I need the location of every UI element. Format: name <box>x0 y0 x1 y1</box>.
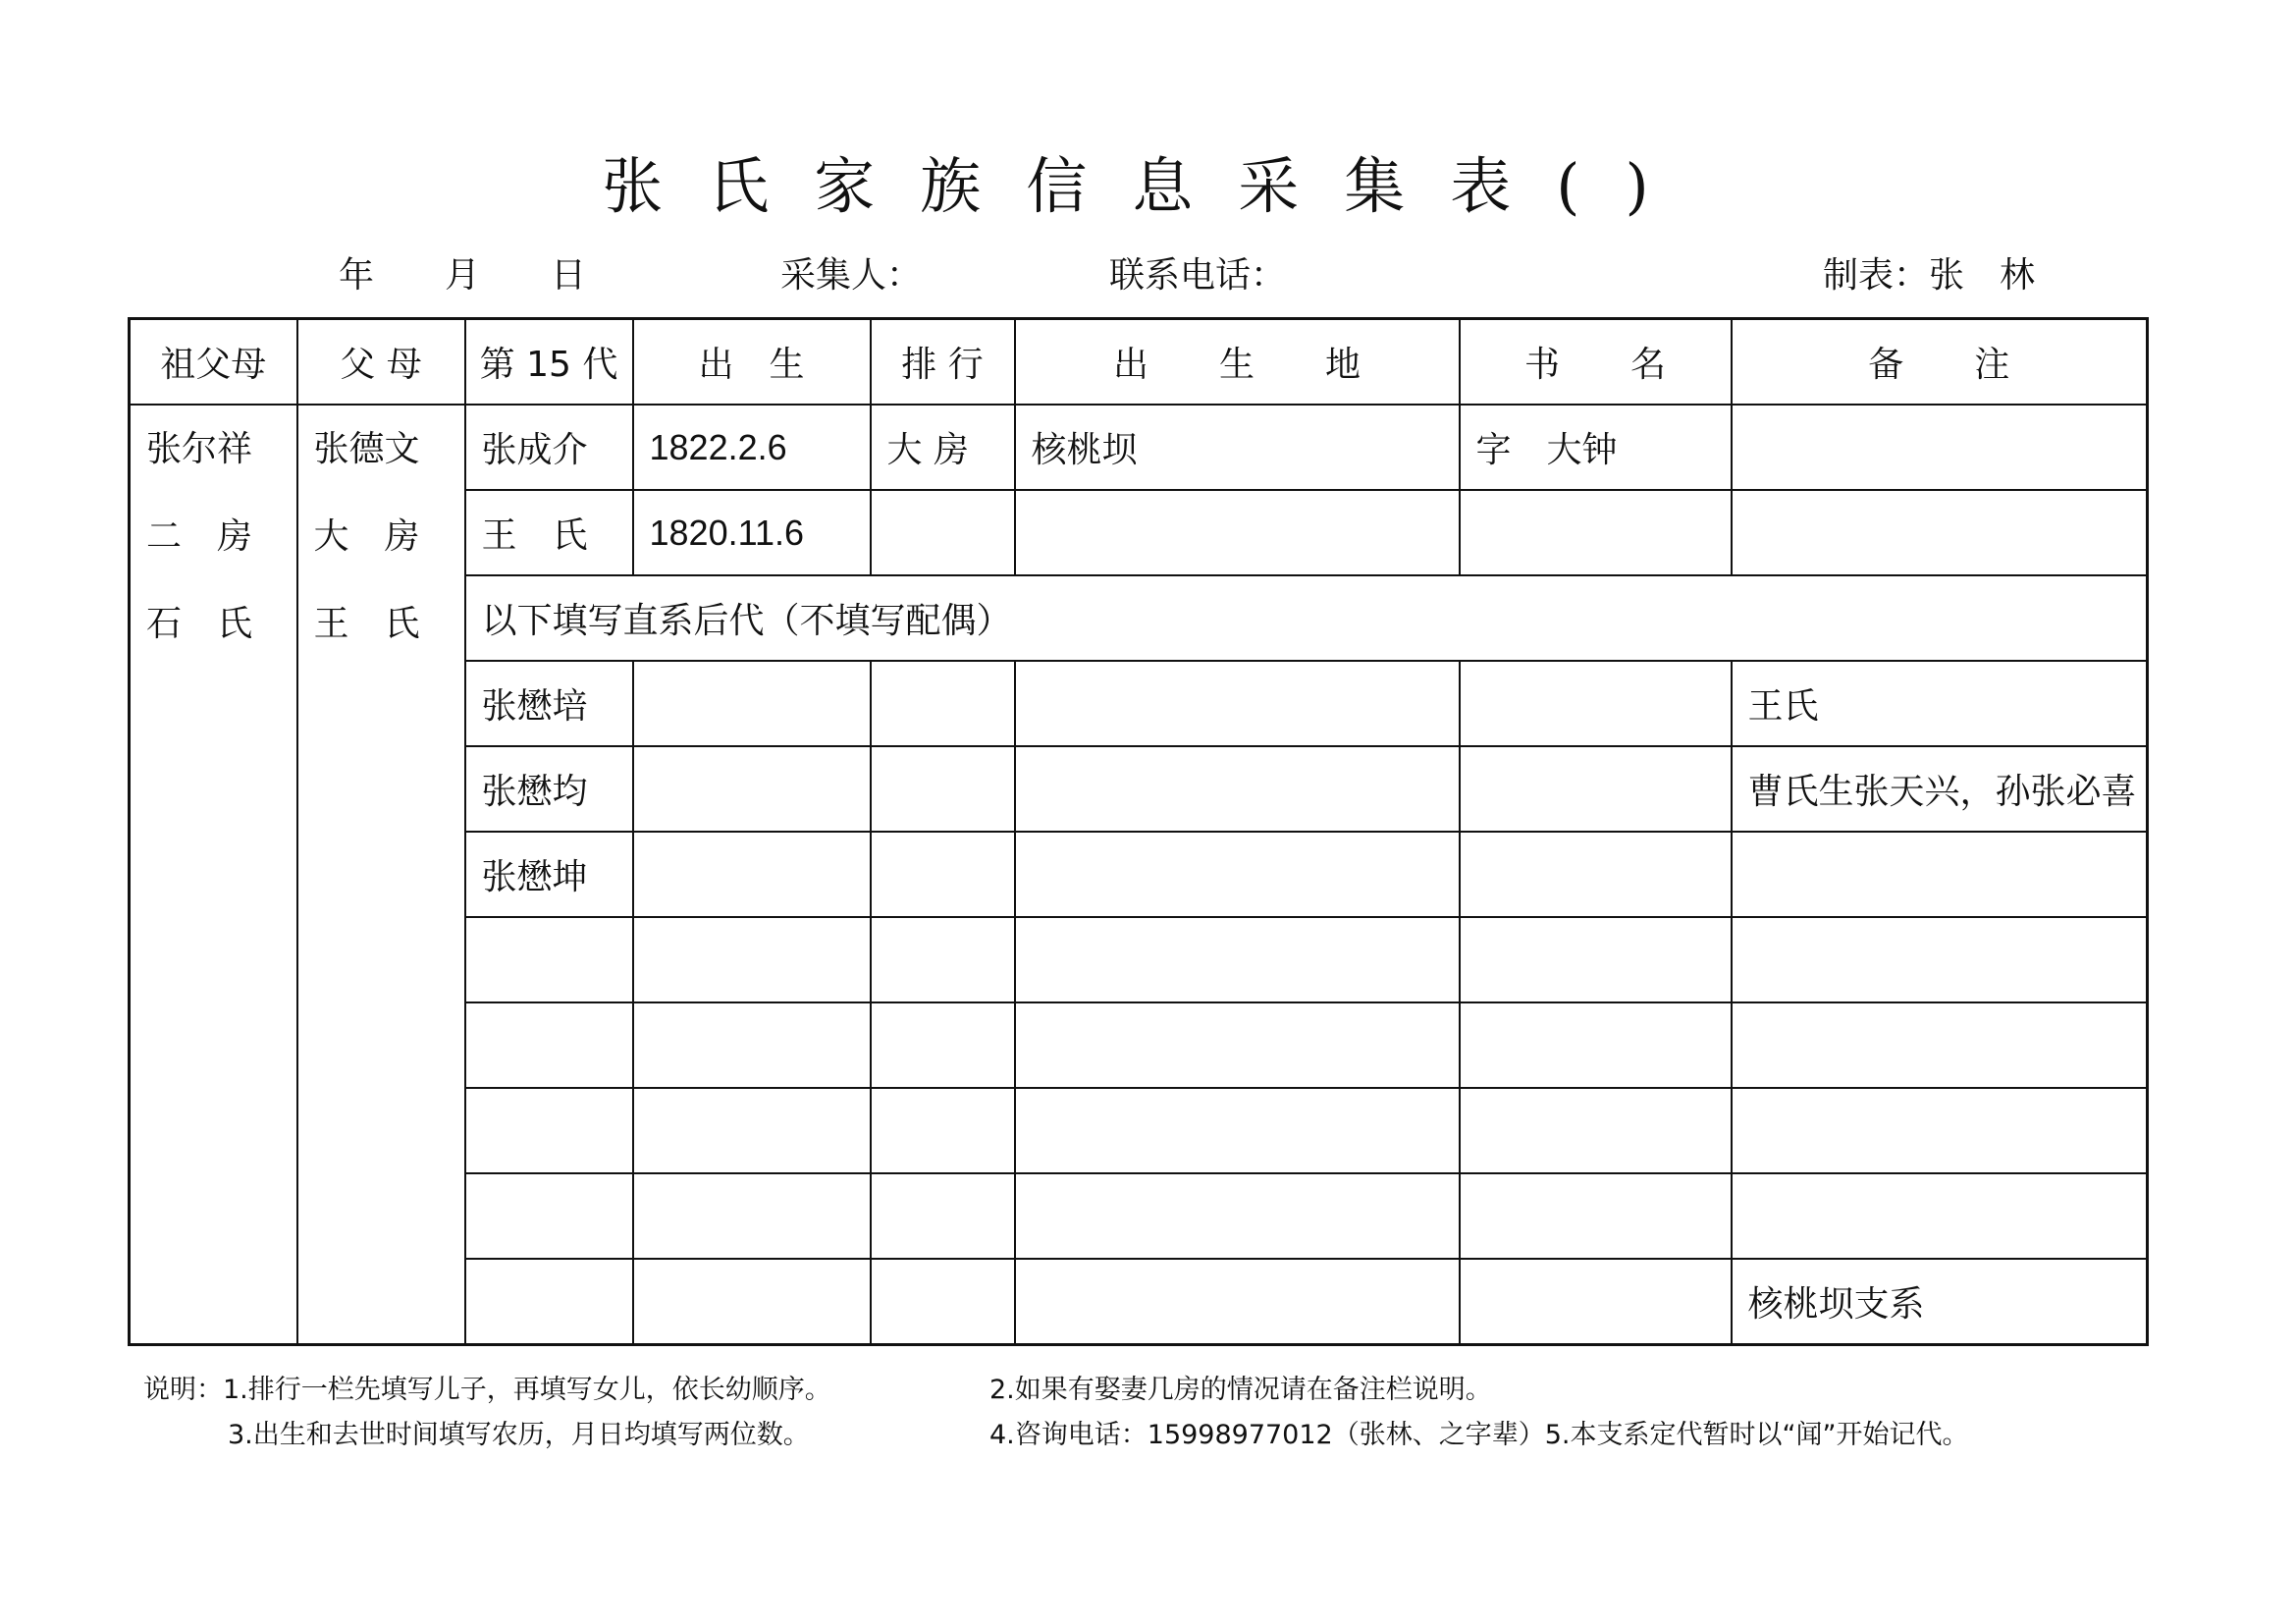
descendant-birth <box>633 661 871 746</box>
person-name: 张成介 <box>465 405 633 490</box>
descendant-birth <box>633 832 871 917</box>
descendant-rank <box>871 661 1015 746</box>
col-header-birth: 出 生 <box>633 319 871 406</box>
descendant-name <box>465 1088 633 1173</box>
col-header-generation: 第 15 代 <box>465 319 633 406</box>
table-header-row <box>130 319 2148 406</box>
person-rank: 大 房 <box>871 405 1015 490</box>
col-header-birthplace: 出 生 地 <box>1015 319 1460 406</box>
descendant-birthplace <box>1015 661 1460 746</box>
descendant-birthplace <box>1015 1002 1460 1088</box>
descendant-remark <box>1732 1088 2148 1173</box>
person-birth: 1822.2.6 <box>633 405 871 490</box>
descendant-birth <box>633 1002 871 1088</box>
descendant-rank <box>871 1259 1015 1345</box>
descendant-name <box>465 917 633 1002</box>
descendant-name: 张懋均 <box>465 746 633 832</box>
descendant-remark: 王氏 <box>1732 661 2148 746</box>
col-header-remark: 备 注 <box>1732 319 2148 406</box>
header-collector: 采集人： <box>780 255 923 296</box>
parent-name: 张德文 <box>313 429 420 469</box>
descendant-remark: 曹氏生张天兴，孙张必喜 <box>1732 746 2148 832</box>
col-header-parents: 父 母 <box>297 319 465 406</box>
grandparents-cell <box>130 405 297 1345</box>
descendant-birthplace <box>1015 1088 1460 1173</box>
descendants-instruction: 以下填写直系后代（不填写配偶） <box>465 575 2148 661</box>
descendant-name <box>465 1002 633 1088</box>
header-date: 年 月 日 <box>339 255 587 296</box>
descendant-birth <box>633 1088 871 1173</box>
spouse-remark <box>1732 490 2148 575</box>
descendant-book-name <box>1460 1173 1732 1259</box>
spouse-book-name <box>1460 490 1732 575</box>
descendant-birth <box>633 1259 871 1345</box>
person-remark <box>1732 405 2148 490</box>
descendant-book-name <box>1460 1002 1732 1088</box>
descendant-birth <box>633 746 871 832</box>
person-birthplace: 核桃坝 <box>1015 405 1460 490</box>
descendant-remark <box>1732 1002 2148 1088</box>
descendant-rank <box>871 917 1015 1002</box>
note-line-2a: 3.出生和去世时间填写农历，月日均填写两位数。 <box>228 1420 810 1450</box>
col-header-book-name: 书 名 <box>1460 319 1732 406</box>
grandparent-branch: 二 房 <box>146 516 253 557</box>
table-row <box>130 405 2148 490</box>
descendant-birthplace <box>1015 1173 1460 1259</box>
descendant-name <box>465 1259 633 1345</box>
descendant-rank <box>871 746 1015 832</box>
descendant-rank <box>871 832 1015 917</box>
descendant-book-name <box>1460 1088 1732 1173</box>
descendant-rank <box>871 1002 1015 1088</box>
descendant-birthplace <box>1015 1259 1460 1345</box>
spouse-birth: 1820.11.6 <box>633 490 871 575</box>
descendant-birth <box>633 917 871 1002</box>
descendant-rank <box>871 1088 1015 1173</box>
descendant-book-name <box>1460 1259 1732 1345</box>
descendant-remark <box>1732 1173 2148 1259</box>
parent-branch: 大 房 <box>313 516 420 557</box>
descendant-birthplace <box>1015 917 1460 1002</box>
person-book-name: 字 大钟 <box>1460 405 1732 490</box>
descendant-remark <box>1732 917 2148 1002</box>
descendant-birthplace <box>1015 832 1460 917</box>
parents-cell <box>297 405 465 1345</box>
descendant-book-name <box>1460 832 1732 917</box>
descendant-name: 张懋培 <box>465 661 633 746</box>
descendant-rank <box>871 1173 1015 1259</box>
note-line-1b: 2.如果有娶妻几房的情况请在备注栏说明。 <box>989 1375 1492 1405</box>
spouse-name: 王 氏 <box>465 490 633 575</box>
descendant-book-name <box>1460 661 1732 746</box>
family-info-table <box>128 317 2149 1346</box>
descendant-book-name <box>1460 917 1732 1002</box>
note-line-2b: 4.咨询电话：15998977012（张林、之字辈）5.本支系定代暂时以“闻”开始记代。 <box>989 1420 1969 1450</box>
spouse-birthplace <box>1015 490 1460 575</box>
descendant-book-name <box>1460 746 1732 832</box>
descendant-birthplace <box>1015 746 1460 832</box>
spouse-rank <box>871 490 1015 575</box>
descendant-name <box>465 1173 633 1259</box>
descendant-birth <box>633 1173 871 1259</box>
descendant-remark: 核桃坝支系 <box>1732 1259 2148 1345</box>
form-title: 张氏家族信息采集表() <box>602 150 1694 222</box>
col-header-rank: 排 行 <box>871 319 1015 406</box>
grandparent-spouse: 石 氏 <box>146 604 253 644</box>
parent-spouse: 王 氏 <box>313 604 420 644</box>
note-line-1a: 说明：1.排行一栏先填写儿子，再填写女儿，依长幼顺序。 <box>143 1375 831 1405</box>
descendant-remark <box>1732 832 2148 917</box>
col-header-grandparents: 祖父母 <box>130 319 297 406</box>
descendant-name: 张懋坤 <box>465 832 633 917</box>
header-maker: 制表：张 林 <box>1823 255 2036 296</box>
header-phone: 联系电话： <box>1109 255 1287 296</box>
grandparent-name: 张尔祥 <box>146 429 253 469</box>
